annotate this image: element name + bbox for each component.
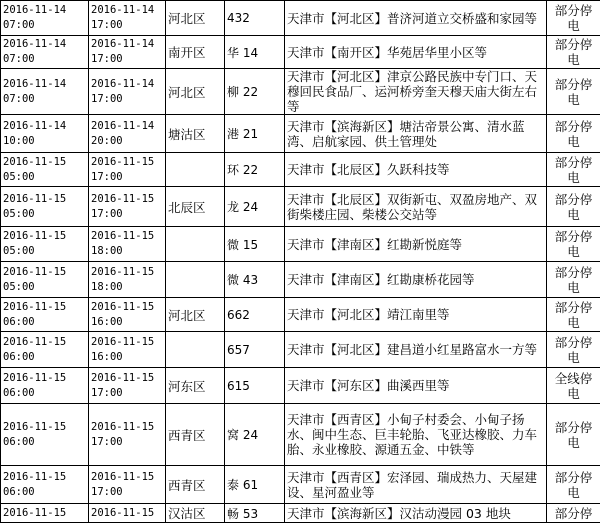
end-time-cell: 2016-11-15 16:00 [89,332,166,368]
status-cell: 部分停 电 [547,466,600,504]
area-cell: 天津市【河东区】曲溪西里等 [285,368,547,404]
end-time-cell: 2016-11-15 16:00 [89,298,166,332]
table-row [1,404,600,466]
area-cell: 天津市【河北区】建昌道小红星路富水一方等 [285,332,547,368]
end-time-cell: 2016-11-14 17:00 [89,69,166,115]
table-row [1,1,600,36]
district-cell [166,332,225,368]
outage-table-body [1,1,600,523]
area-cell: 天津市【西青区】小甸子村委会、小甸子扬水、闽中生态、巨丰轮胎、飞亚达橡胶、力车胎、永业橡胶、源通五金、中铁等 [285,404,547,466]
line-cell: 泰 61 [225,466,285,504]
start-time-cell: 2016-11-14 07:00 [1,1,89,36]
line-cell: 华 14 [225,36,285,69]
end-time-cell: 2016-11-14 17:00 [89,36,166,69]
district-cell [166,262,225,298]
area-cell: 天津市【滨海新区】汉沽动漫园 03 地块 [285,504,547,523]
end-time-cell: 2016-11-15 17:00 [89,187,166,227]
district-cell: 河东区 [166,368,225,404]
table-row [1,69,600,115]
end-time-cell: 2016-11-15 18:00 [89,262,166,298]
end-time-cell: 2016-11-15 17:00 [89,466,166,504]
status-cell: 全线停 电 [547,368,600,404]
line-cell: 港 21 [225,115,285,153]
line-cell: 窝 24 [225,404,285,466]
area-cell: 天津市【河北区】津京公路民族中专门口、天穆回民食品厂、运河桥旁奎天穆天庙大街左右等 [285,69,547,115]
status-cell: 部分停 电 [547,227,600,262]
area-cell: 天津市【南开区】华苑居华里小区等 [285,36,547,69]
end-time-cell: 2016-11-14 20:00 [89,115,166,153]
status-cell: 部分停 电 [547,69,600,115]
start-time-cell: 2016-11-15 06:00 [1,404,89,466]
area-cell: 天津市【北辰区】久跃科技等 [285,153,547,187]
status-cell: 部分停 电 [547,36,600,69]
start-time-cell: 2016-11-14 07:00 [1,36,89,69]
status-cell: 部分停 电 [547,115,600,153]
district-cell [166,227,225,262]
start-time-cell: 2016-11-15 05:00 [1,227,89,262]
end-time-cell: 2016-11-15 18:00 [89,227,166,262]
line-cell: 微 43 [225,262,285,298]
district-cell: 河北区 [166,1,225,36]
start-time-cell: 2016-11-15 06:00 [1,332,89,368]
district-cell: 塘沽区 [166,115,225,153]
end-time-cell: 2016-11-15 17:00 [89,404,166,466]
status-cell: 部分停 电 [547,1,600,36]
area-cell: 天津市【河北区】靖江南里等 [285,298,547,332]
status-cell: 部分停 电 [547,298,600,332]
start-time-cell: 2016-11-15 06:00 [1,466,89,504]
line-cell: 畅 53 [225,504,285,523]
start-time-cell: 2016-11-14 07:00 [1,69,89,115]
district-cell: 北辰区 [166,187,225,227]
line-cell: 662 [225,298,285,332]
table-row [1,227,600,262]
line-cell: 环 22 [225,153,285,187]
start-time-cell: 2016-11-15 06:00 [1,298,89,332]
table-row [1,153,600,187]
table-row [1,298,600,332]
line-cell: 微 15 [225,227,285,262]
district-cell: 南开区 [166,36,225,69]
start-time-cell: 2016-11-14 10:00 [1,115,89,153]
line-cell: 龙 24 [225,187,285,227]
status-cell: 部分停 电 [547,187,600,227]
table-row [1,187,600,227]
start-time-cell: 2016-11-15 05:00 [1,187,89,227]
district-cell: 西青区 [166,466,225,504]
line-cell: 657 [225,332,285,368]
area-cell: 天津市【滨海新区】塘沽帝景公寓、清水蓝湾、启航家园、供土管理处 [285,115,547,153]
start-time-cell: 2016-11-15 06:00 [1,368,89,404]
end-time-cell: 2016-11-14 17:00 [89,1,166,36]
line-cell: 615 [225,368,285,404]
end-time-cell: 2016-11-15 17:00 [89,368,166,404]
start-time-cell: 2016-11-15 05:00 [1,153,89,187]
area-cell: 天津市【西青区】宏泽园、瑞成热力、天屋建设、星河盈业等 [285,466,547,504]
area-cell: 天津市【河北区】普济河道立交桥盛和家园等 [285,1,547,36]
district-cell: 西青区 [166,404,225,466]
table-row [1,504,600,523]
district-cell: 汉沽区 [166,504,225,523]
line-cell: 432 [225,1,285,36]
table-row [1,368,600,404]
area-cell: 天津市【津南区】红勘康桥花园等 [285,262,547,298]
table-row [1,262,600,298]
district-cell: 河北区 [166,69,225,115]
area-cell: 天津市【北辰区】双街新屯、双盈房地产、双街柴楼庄园、柴楼公交站等 [285,187,547,227]
district-cell: 河北区 [166,298,225,332]
table-row [1,115,600,153]
end-time-cell: 2016-11-15 17:00 [89,153,166,187]
start-time-cell: 2016-11-15 05:00 [1,262,89,298]
status-cell: 部分停 电 [547,404,600,466]
start-time-cell: 2016-11-15 [1,504,89,523]
status-cell: 部分停 电 [547,332,600,368]
table-row [1,36,600,69]
status-cell: 部分停 电 [547,153,600,187]
district-cell [166,153,225,187]
table-row [1,466,600,504]
status-cell: 部分停 [547,504,600,523]
table-row [1,332,600,368]
line-cell: 柳 22 [225,69,285,115]
area-cell: 天津市【津南区】红勘新悦庭等 [285,227,547,262]
status-cell: 部分停 电 [547,262,600,298]
end-time-cell: 2016-11-15 [89,504,166,523]
